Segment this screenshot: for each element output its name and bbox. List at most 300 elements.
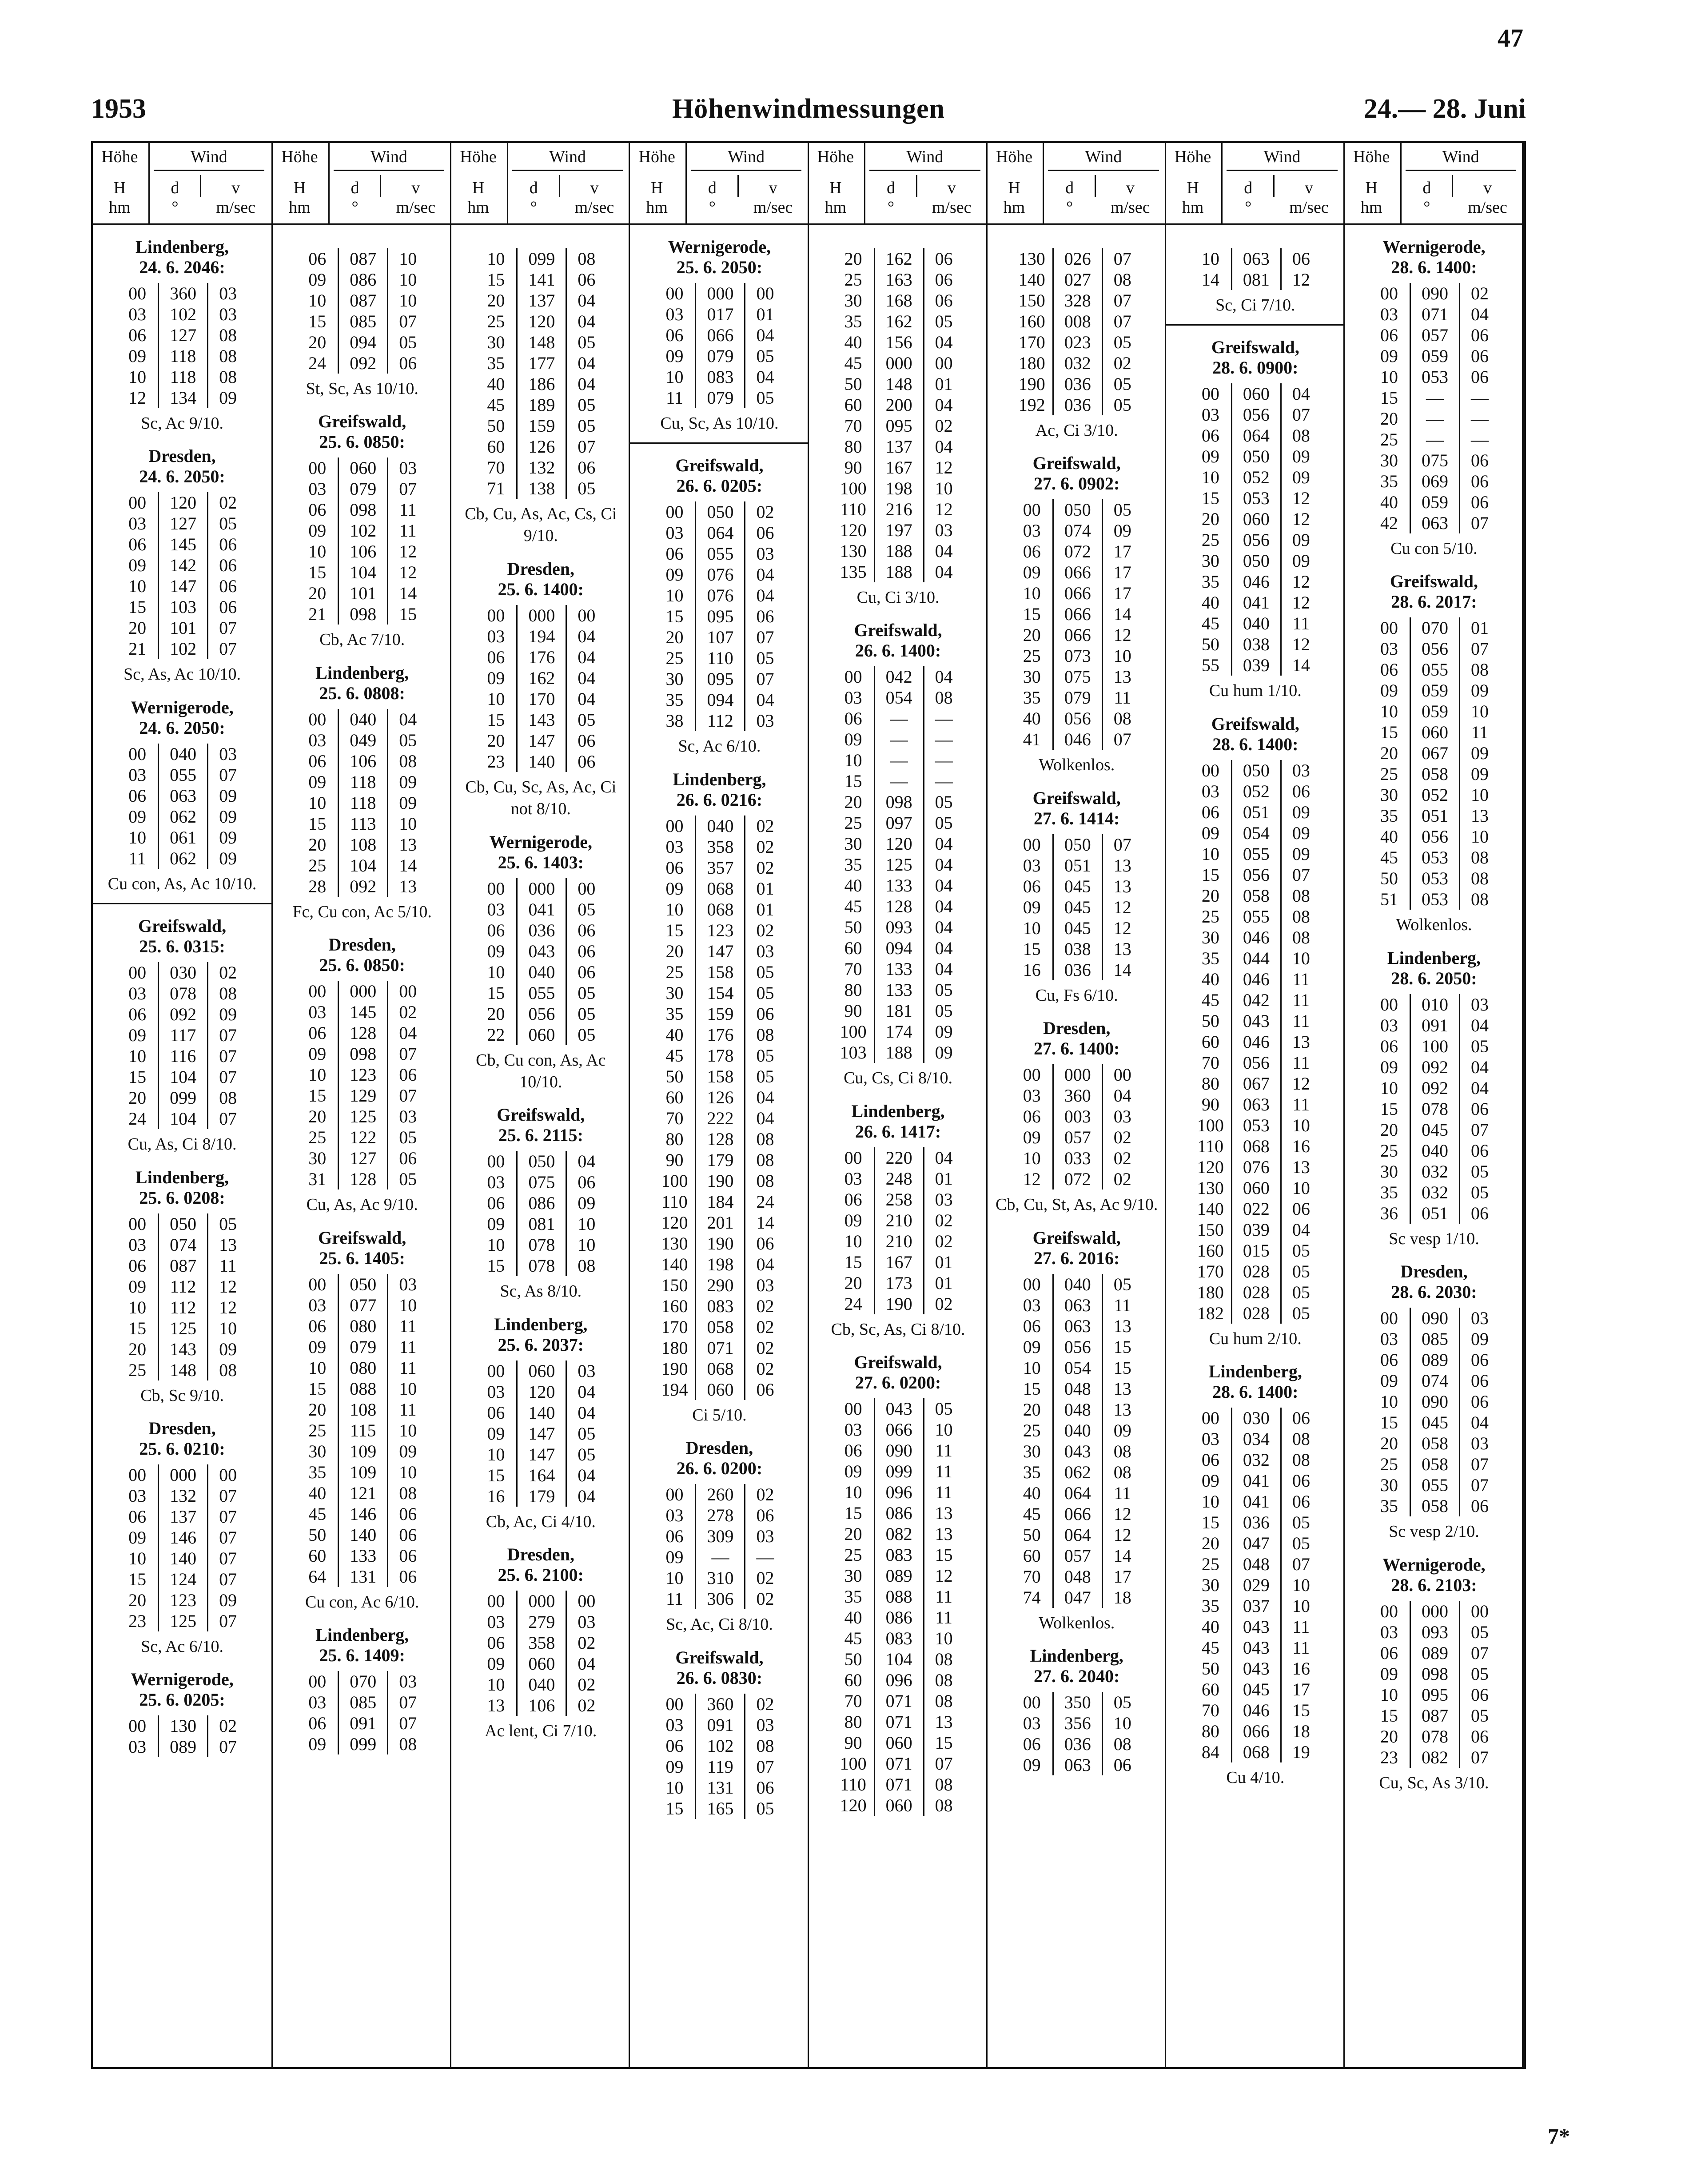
wind-table [117, 1715, 247, 1757]
direction-cell: 188 [874, 561, 924, 582]
speed-cell: 02 [935, 1210, 953, 1230]
speed-cell: 08 [1113, 1734, 1131, 1754]
speed-cell: 04 [935, 959, 953, 979]
cloud-note: Cb, Ac 7/10. [319, 630, 405, 649]
speed-cell: 06 [1470, 1203, 1489, 1223]
height-cell: 130 [1197, 1178, 1224, 1198]
height-cell: 30 [308, 1441, 327, 1461]
table-row [654, 543, 785, 564]
height-cell: 06 [308, 1023, 327, 1043]
height-cell: 20 [308, 1106, 327, 1127]
speed-cell: 06 [756, 1233, 774, 1253]
header-wind: Wind [906, 147, 944, 166]
column-6 [1165, 225, 1345, 2067]
height-cell: 50 [1023, 1524, 1041, 1545]
speed-cell: 06 [1470, 1371, 1489, 1391]
speed-cell: 15 [1113, 1337, 1131, 1357]
height-cell: 80 [844, 1712, 862, 1732]
direction-cell: — [874, 750, 924, 771]
direction-cell: 188 [874, 1042, 924, 1063]
table-row [1012, 1148, 1142, 1169]
direction-cell: 055 [696, 543, 745, 564]
table-row [1012, 353, 1142, 374]
table-row [297, 1566, 427, 1587]
speed-cell: 06 [1292, 1408, 1310, 1428]
speed-cell: 00 [578, 878, 596, 899]
table-row [833, 1398, 964, 1419]
table-row [1369, 1078, 1499, 1098]
speed-cell: 04 [756, 367, 774, 387]
speed-cell: 13 [935, 1524, 953, 1544]
direction-cell: 039 [1231, 1219, 1281, 1240]
direction-cell: 060 [1410, 722, 1459, 743]
direction-cell: 099 [874, 1461, 924, 1482]
speed-cell: 11 [1114, 1295, 1131, 1315]
wind-table [475, 605, 606, 772]
table-row [1190, 634, 1321, 655]
station-block [809, 620, 988, 1089]
station-name: Dresden, [685, 1438, 753, 1458]
speed-cell: 04 [1113, 1086, 1131, 1106]
height-cell: 15 [487, 1256, 505, 1276]
speed-cell: 09 [219, 1590, 237, 1610]
table-row [654, 522, 785, 543]
table-row [475, 1234, 606, 1255]
height-cell: 10 [844, 1482, 862, 1503]
height-cell: 20 [1201, 1533, 1219, 1554]
height-cell: 60 [1023, 1545, 1041, 1566]
table-row [1012, 311, 1142, 332]
cloud-note: Cu 4/10. [1226, 1768, 1285, 1787]
table-row [833, 1231, 964, 1252]
table-row [117, 346, 247, 366]
height-cell: 09 [308, 521, 327, 541]
direction-cell: 128 [696, 1129, 745, 1150]
height-cell: 15 [128, 1318, 147, 1338]
speed-cell: 03 [578, 1612, 596, 1632]
station-name: Wernigerode, [131, 1669, 234, 1690]
speed-cell: 03 [219, 744, 237, 764]
speed-cell: 09 [1470, 680, 1489, 701]
header-h: H [472, 179, 485, 197]
table-row [654, 1567, 785, 1588]
table-row [654, 1003, 785, 1024]
speed-cell: 06 [756, 606, 774, 627]
speed-cell: 08 [1113, 270, 1131, 290]
direction-cell: 072 [1053, 541, 1102, 562]
speed-cell: 08 [219, 1088, 237, 1108]
speed-cell: 11 [1292, 1617, 1310, 1637]
speed-cell: 09 [399, 792, 417, 813]
table-row [117, 1046, 247, 1066]
table-row [833, 1000, 964, 1021]
height-cell: 20 [1023, 625, 1041, 645]
direction-cell: 360 [159, 283, 208, 304]
table-row [1012, 959, 1142, 980]
direction-cell: 133 [339, 1545, 388, 1566]
table-row [297, 1357, 427, 1378]
table-row [117, 492, 247, 513]
direction-cell: 102 [339, 520, 388, 541]
table-row [117, 1213, 247, 1234]
cloud-note: Wolkenlos. [1396, 915, 1472, 935]
speed-cell: 06 [1292, 781, 1310, 801]
height-cell: 13 [487, 1695, 505, 1716]
column-5 [986, 225, 1166, 2067]
direction-cell: 040 [1053, 1274, 1102, 1295]
table-row [297, 1274, 427, 1295]
table-row [117, 1611, 247, 1631]
speed-cell: 13 [935, 1712, 953, 1732]
speed-cell: 08 [935, 1691, 953, 1711]
table-row [117, 304, 247, 325]
speed-cell: 08 [756, 1150, 774, 1170]
station-heading [630, 1438, 809, 1479]
table-row [1190, 592, 1321, 613]
station-heading [988, 1228, 1166, 1269]
table-row [297, 1524, 427, 1545]
speed-cell: 08 [1292, 1429, 1310, 1449]
speed-cell: 02 [1113, 1127, 1131, 1148]
direction-cell: 120 [874, 833, 924, 854]
table-row [833, 979, 964, 1000]
station-heading [451, 1105, 630, 1146]
height-cell: 70 [1201, 1052, 1219, 1073]
speed-cell: 04 [756, 1108, 774, 1128]
direction-cell: 258 [874, 1189, 924, 1210]
speed-cell: 17 [1113, 583, 1131, 604]
station-block [809, 225, 988, 609]
table-row [297, 1692, 427, 1713]
direction-cell: 068 [696, 899, 745, 920]
station-heading [1345, 237, 1523, 278]
header-hoehe: Höhe [638, 147, 675, 166]
station-name: Lindenberg, [1387, 947, 1481, 968]
table-row [117, 1087, 247, 1108]
height-cell: 06 [128, 1004, 147, 1025]
direction-cell: 101 [339, 583, 388, 604]
direction-cell: 040 [159, 744, 208, 764]
speed-cell: 05 [399, 332, 417, 352]
station-name: Dresden, [328, 935, 396, 955]
speed-cell: 03 [756, 941, 774, 961]
table-row [1012, 541, 1142, 562]
speed-cell: 03 [1292, 760, 1310, 780]
speed-cell: 05 [935, 980, 953, 1000]
direction-cell: 071 [1410, 304, 1459, 325]
speed-cell: 05 [935, 1399, 953, 1419]
table-row [833, 812, 964, 833]
table-row [475, 311, 606, 332]
table-row [475, 353, 606, 374]
direction-cell: 071 [874, 1691, 924, 1711]
table-row [117, 764, 247, 785]
cloud-note: Cu, As, Ci 8/10. [127, 1135, 237, 1154]
speed-cell: 12 [1292, 270, 1310, 290]
height-cell: 06 [1023, 876, 1041, 896]
header-rule [507, 143, 508, 223]
speed-cell: 04 [578, 290, 596, 310]
height-cell: 120 [1197, 1157, 1224, 1177]
speed-cell: 05 [578, 395, 596, 415]
speed-cell: 04 [399, 1023, 417, 1043]
speed-cell: 11 [935, 1440, 952, 1461]
speed-cell: 12 [1292, 634, 1310, 655]
station-name: Greifswald, [1211, 713, 1299, 734]
speed-cell: 04 [1470, 1078, 1489, 1098]
table-row [654, 1066, 785, 1087]
table-row [475, 374, 606, 394]
table-row [297, 813, 427, 834]
table-row [1012, 918, 1142, 939]
height-cell: 35 [665, 690, 684, 710]
table-row [1369, 1496, 1499, 1516]
direction-cell: 129 [339, 1085, 388, 1106]
speed-cell: 04 [756, 690, 774, 710]
wind-table [117, 744, 247, 869]
height-cell: 15 [1023, 939, 1041, 959]
speed-cell: 09 [1292, 802, 1310, 822]
direction-cell: 132 [517, 457, 566, 478]
height-cell: 22 [487, 1024, 505, 1045]
direction-cell: 102 [159, 304, 208, 325]
direction-cell: 078 [159, 983, 208, 1004]
height-cell: 16 [1023, 959, 1041, 980]
table-row [117, 513, 247, 534]
speed-cell: 05 [1292, 1303, 1310, 1323]
station-datetime: 28. 6. 1400: [1391, 257, 1477, 277]
speed-cell: 07 [1113, 311, 1131, 331]
table-row [1190, 1658, 1321, 1679]
direction-cell: 000 [517, 605, 566, 626]
header-hoehe: Höhe [1174, 147, 1211, 166]
direction-cell: 071 [696, 1337, 745, 1358]
speed-cell: 06 [935, 290, 953, 310]
height-cell: 140 [661, 1254, 688, 1274]
header-year: 1953 [91, 94, 146, 124]
direction-cell: 044 [1231, 948, 1281, 969]
table-row [475, 1486, 606, 1507]
station-block [1345, 948, 1523, 1250]
section-rule [1166, 324, 1345, 326]
height-cell: 03 [128, 513, 147, 534]
data-table [91, 141, 1526, 2069]
table-row [475, 457, 606, 478]
height-cell: 30 [1023, 667, 1041, 687]
speed-cell: 13 [219, 1234, 237, 1255]
height-cell: 194 [661, 1379, 688, 1400]
direction-cell: 162 [874, 248, 924, 269]
header-rule [559, 175, 560, 197]
height-cell: 00 [128, 1213, 147, 1234]
table-row [833, 1732, 964, 1753]
direction-cell: 095 [874, 415, 924, 436]
direction-cell: 076 [696, 564, 745, 585]
speed-cell: 17 [1292, 1679, 1310, 1700]
direction-cell: 063 [1053, 1754, 1102, 1775]
direction-cell: 062 [1053, 1462, 1102, 1483]
table-row [297, 520, 427, 541]
table-row [1369, 994, 1499, 1015]
height-cell: 20 [128, 1339, 147, 1359]
speed-cell: 10 [1292, 1596, 1310, 1616]
height-cell: 00 [487, 1361, 505, 1381]
direction-cell: 041 [1231, 1470, 1281, 1491]
table-row [1012, 897, 1142, 918]
height-cell: 30 [1380, 1475, 1398, 1496]
table-row [1190, 802, 1321, 823]
height-cell: 41 [1023, 729, 1041, 750]
header-hoehe: Höhe [817, 147, 854, 166]
speed-cell: 11 [935, 1461, 952, 1482]
header-deg: ° [351, 198, 359, 217]
height-cell: 10 [844, 750, 862, 771]
station-name: Dresden, [148, 446, 216, 466]
speed-cell: — [1470, 409, 1489, 429]
height-cell: 06 [665, 325, 684, 345]
speed-cell: 06 [1292, 1471, 1310, 1491]
height-cell: 06 [308, 1713, 327, 1733]
speed-cell: 06 [578, 270, 596, 290]
station-name: Dresden, [148, 1418, 216, 1438]
height-cell: 00 [1380, 618, 1398, 638]
direction-cell: 074 [159, 1234, 208, 1255]
height-cell: 09 [1201, 446, 1219, 467]
table-row [1190, 885, 1321, 906]
direction-cell: 102 [159, 638, 208, 659]
direction-cell: 173 [874, 1273, 924, 1293]
speed-cell: 08 [1292, 885, 1310, 906]
speed-cell: 10 [399, 1378, 417, 1399]
speed-cell: 08 [1292, 426, 1310, 446]
table-row [654, 627, 785, 648]
direction-cell: 162 [874, 311, 924, 332]
table-row [833, 1544, 964, 1565]
height-cell: 09 [1023, 1337, 1041, 1357]
station-block [1345, 1261, 1523, 1543]
height-cell: 25 [308, 1420, 327, 1440]
table-row [1190, 1136, 1321, 1157]
speed-cell: 04 [756, 585, 774, 606]
speed-cell: 06 [1470, 367, 1489, 387]
height-cell: 70 [665, 1108, 684, 1128]
station-datetime: 27. 6. 0902: [1034, 473, 1120, 494]
height-cell: 20 [128, 1590, 147, 1610]
height-cell: 12 [128, 388, 147, 408]
speed-cell: 07 [219, 1548, 237, 1568]
speed-cell: 11 [935, 1587, 952, 1607]
direction-cell: 112 [696, 710, 745, 731]
station-name: Lindenberg, [135, 1167, 229, 1187]
direction-cell: 008 [1053, 311, 1102, 332]
height-cell: 30 [665, 983, 684, 1003]
direction-cell: 060 [339, 457, 388, 478]
table-row [1190, 613, 1321, 634]
speed-cell: 07 [1470, 1475, 1489, 1496]
height-cell: 40 [1201, 1617, 1219, 1637]
speed-cell: 02 [935, 416, 953, 436]
table-row [1369, 1454, 1499, 1475]
speed-cell: 13 [1292, 1031, 1310, 1052]
height-cell: 03 [844, 1420, 862, 1440]
table-row [654, 836, 785, 857]
height-cell: 25 [665, 648, 684, 668]
height-cell: 20 [1380, 1119, 1398, 1140]
height-cell: 24 [844, 1293, 862, 1314]
speed-cell: 00 [1113, 1065, 1131, 1085]
height-cell: 25 [1023, 1420, 1041, 1440]
height-cell: 30 [1201, 551, 1219, 571]
cloud-note: Cb, Sc, As, Ci 8/10. [831, 1320, 965, 1339]
table-row [297, 1316, 427, 1337]
height-cell: 15 [1380, 1098, 1398, 1119]
direction-cell: 063 [1053, 1316, 1102, 1337]
table-row [1190, 1554, 1321, 1575]
table-row [297, 1734, 427, 1754]
height-cell: 35 [1380, 471, 1398, 491]
height-cell: 09 [844, 1210, 862, 1230]
station-heading [1345, 948, 1523, 989]
direction-cell: 036 [1053, 374, 1102, 394]
station-heading [451, 1314, 630, 1355]
speed-cell: 08 [219, 1360, 237, 1380]
direction-cell: 086 [874, 1607, 924, 1628]
height-cell: 40 [1023, 708, 1041, 729]
station-block [451, 225, 630, 547]
height-cell: 160 [1197, 1240, 1224, 1261]
speed-cell: 05 [399, 730, 417, 750]
height-cell: 170 [661, 1317, 688, 1337]
speed-cell: 07 [1470, 1747, 1489, 1767]
speed-cell: 06 [1470, 471, 1489, 491]
speed-cell: 03 [756, 544, 774, 564]
header-d: d [886, 179, 895, 197]
station-datetime: 27. 6. 2040: [1034, 1666, 1120, 1686]
table-row [654, 1735, 785, 1756]
table-row [1369, 1663, 1499, 1684]
direction-cell: — [1410, 429, 1459, 450]
height-cell: 00 [665, 1694, 684, 1714]
table-row [654, 1484, 785, 1505]
direction-cell: 120 [517, 1381, 566, 1402]
speed-cell: 02 [1470, 283, 1489, 303]
station-heading [273, 663, 451, 704]
speed-cell: 01 [935, 1273, 953, 1293]
height-cell: 11 [666, 1589, 683, 1609]
header-deg: ° [1245, 198, 1252, 217]
speed-cell: 04 [578, 1486, 596, 1506]
speed-cell: 04 [756, 565, 774, 585]
station-block [93, 1669, 271, 1757]
station-heading [630, 455, 809, 496]
speed-cell: 05 [756, 1798, 774, 1818]
direction-cell: 047 [1053, 1587, 1102, 1608]
speed-cell: 11 [399, 1337, 417, 1357]
height-cell: 180 [661, 1337, 688, 1358]
direction-cell: 063 [1410, 513, 1459, 533]
direction-cell: 058 [1410, 1433, 1459, 1454]
direction-cell: 023 [1053, 332, 1102, 353]
table-row [1190, 1303, 1321, 1324]
height-cell: 30 [1201, 927, 1219, 947]
direction-cell: 350 [1053, 1692, 1102, 1713]
height-cell: 10 [308, 541, 327, 562]
table-row [1012, 1085, 1142, 1106]
direction-cell: 055 [1410, 659, 1459, 680]
speed-cell: 10 [399, 1420, 417, 1440]
direction-cell: 066 [1053, 1504, 1102, 1524]
station-datetime: 28. 6. 1400: [1212, 1382, 1299, 1402]
